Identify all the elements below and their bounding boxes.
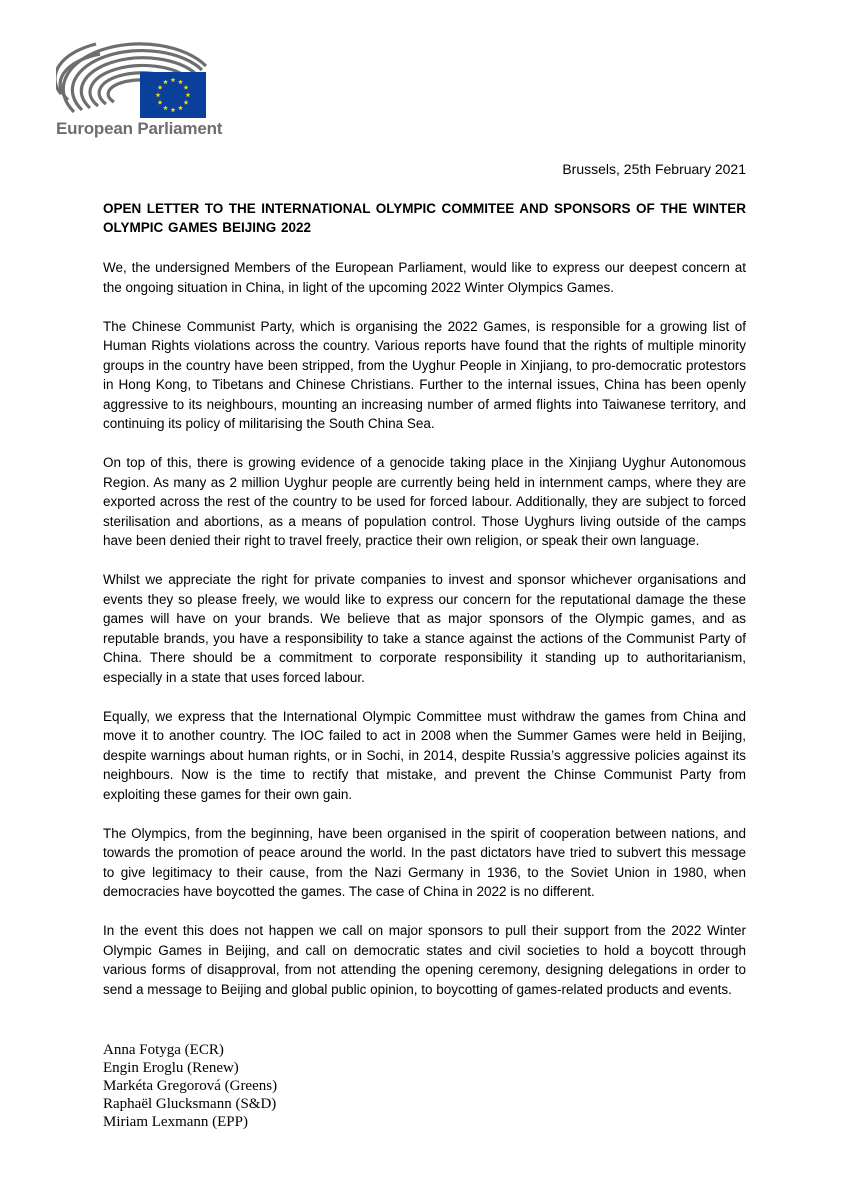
logo-text: European Parliament (56, 119, 223, 138)
letter-title: OPEN LETTER TO THE INTERNATIONAL OLYMPIC COMMITEE AND SPONSORS OF THE WINTER OLYMPIC GAMES BEIJING 2022 (103, 201, 746, 235)
paragraph-1: We, the undersigned Members of the European Parliament, would like to express our deepest concern at the ongoing situation in China, in light of the upcoming 2022 Winter Olympics Games. (103, 260, 746, 295)
signatory: Engin Eroglu (Renew) (103, 1060, 239, 1076)
paragraph-5: Equally, we express that the International Olympic Committee must withdraw the games from China and move it to another country. The IOC failed to act in 2008 when the Summer Games were held in Beijing, despite warnings about human rights, or in Sochi, in 2014, despite Russia’s aggressive policies against its neighbours. Now is the time to rectify that mistake, and prevent the Chinse Communist Party from exploiting these games for their own gain. (103, 708, 746, 802)
paragraph-4: Whilst we appreciate the right for private companies to invest and sponsor whichever organisations and events they so please freely, we would like to express our concern for the reputational damage the these games will have on your brands. We believe that as major sponsors of the Olympic games, and as reputable brands, you have a responsibility to take a stance against the actions of the Communist Party of China. There should be a commitment to corporate responsibility it standing up to authoritarianism, especially in a state that uses forced labour. (103, 572, 746, 685)
paragraph-7: In the event this does not happen we call on major sponsors to pull their support from the 2022 Winter Olympic Games in Beijing, and call on democratic states and civil societies to hold a boycott through various forms of disapproval, from not attending the opening ceremony, designing delegations in order to send a message to Beijing and global public opinion, to boycotting of games-related products and events. (103, 923, 746, 997)
signatory: Anna Fotyga (ECR) (103, 1042, 224, 1058)
paragraph-6: The Olympics, from the beginning, have been organised in the spirit of cooperation between nations, and towards the promotion of peace around the world. In the past dictators have tried to subvert this message to give legitimacy to their cause, from the Nazi Germany in 1936, to the Soviet Union in 1980, when democracies have boycotted the games. The case of China in 2022 is no different. (103, 825, 746, 899)
paragraph-3: On top of this, there is growing evidence of a genocide taking place in the Xinjiang Uyghur Autonomous Region. As many as 2 million Uyghur people are currently being held in internment camps, where they are exported across the rest of the country to be used for forced labour. Additionally, they are subject to forced sterilisation and abortions, as a means of population control. Those Uyghurs living outside of the camps have been denied their right to travel freely, practice their own religion, or speak their own language. (103, 455, 746, 548)
signatory: Miriam Lexmann (EPP) (103, 1114, 248, 1130)
signatory: Markéta Gregorová (Greens) (103, 1078, 278, 1094)
letter-body (103, 258, 746, 1019)
signatories-list (103, 1041, 277, 1131)
paragraph-2: The Chinese Communist Party, which is organising the 2022 Games, is responsible for a growing list of Human Rights violations across the country. Various reports have found that the rights of multiple minority groups in the country have been stripped, from the Uyghur People in Xinjiang, to pro-democratic protestors in Hong Kong, to Tibetans and Chinese Christians. Further to the internal issues, China has been openly aggressive to its neighbours, mounting an increasing number of armed flights into Taiwanese territory, and continuing its policy of militarising the South China Sea. (103, 318, 746, 431)
signatory: Raphaël Glucksmann (S&D) (103, 1096, 277, 1112)
letter-date: Brussels, 25th February 2021 (562, 161, 746, 177)
